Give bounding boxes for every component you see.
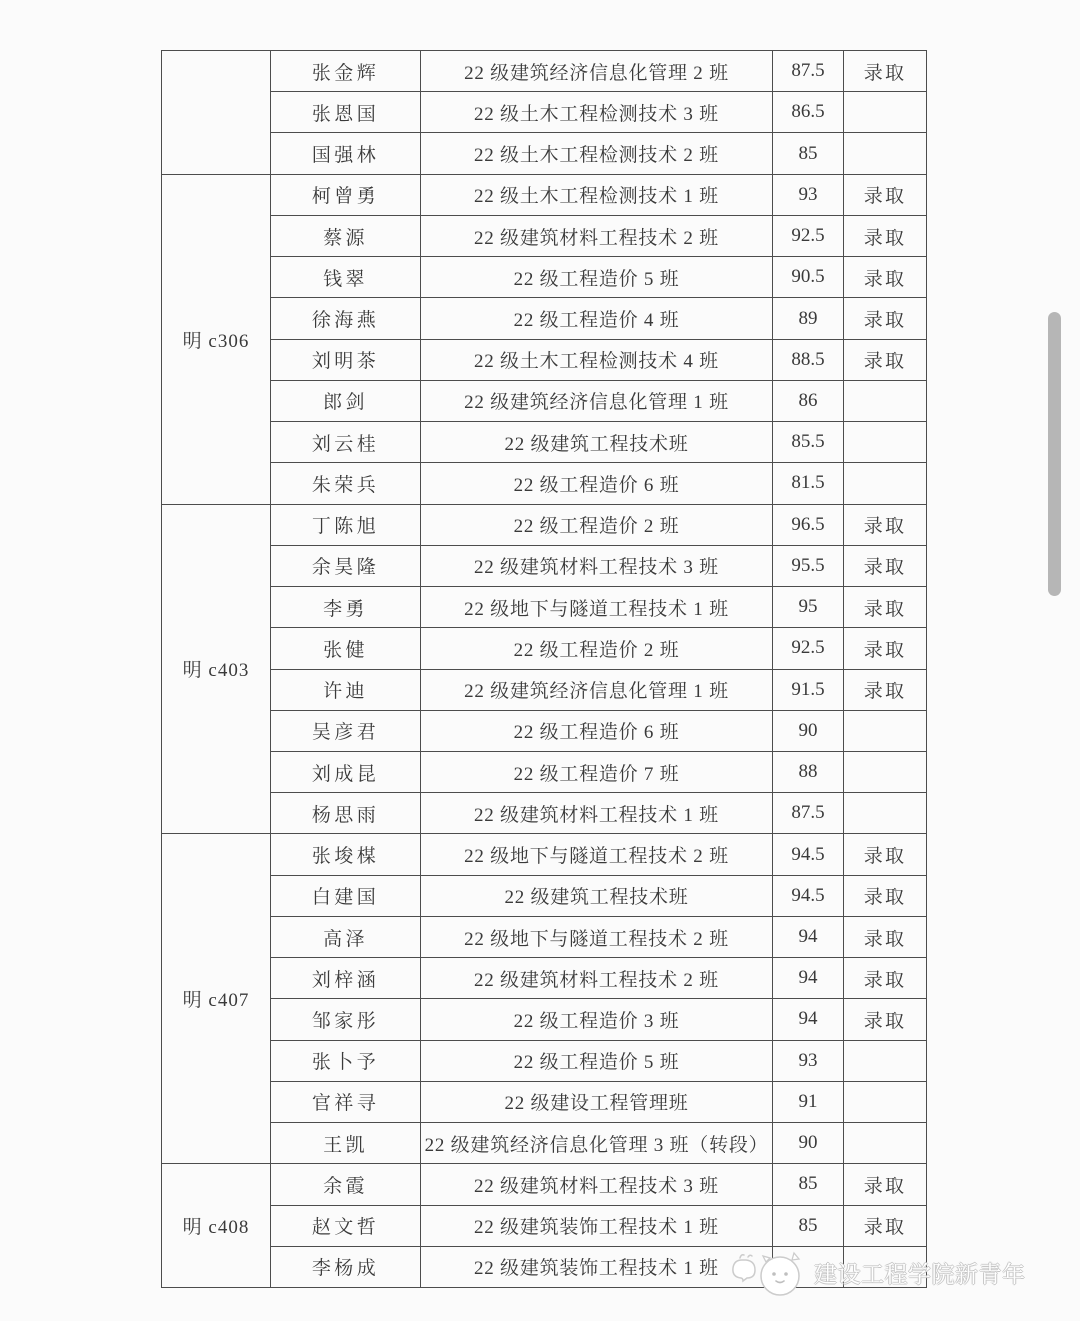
class-cell: 22 级土木工程检测技术 2 班 xyxy=(421,133,773,173)
name-cell: 官祥寻 xyxy=(271,1082,421,1122)
name-cell: 赵文哲 xyxy=(271,1206,421,1246)
name-cell: 许迪 xyxy=(271,670,421,710)
name-cell: 吴彦君 xyxy=(271,711,421,751)
group-rows xyxy=(271,834,926,1163)
score-cell: 94.5 xyxy=(773,876,844,916)
status-cell: 录取 xyxy=(863,598,907,620)
class-cell: 22 级建筑经济信息化管理 1 班 xyxy=(421,381,773,421)
name-cell: 王凯 xyxy=(271,1123,421,1163)
name-cell: 徐海燕 xyxy=(271,298,421,338)
status-cell: 录取 xyxy=(863,557,907,579)
table-row xyxy=(271,875,926,916)
class-cell: 22 级工程造价 2 班 xyxy=(421,628,773,668)
room-cell: 明 c306 xyxy=(162,175,271,504)
table-row xyxy=(271,1040,926,1081)
score-cell: 94.5 xyxy=(773,834,844,874)
name-cell: 余霞 xyxy=(271,1164,421,1204)
group-rows xyxy=(271,505,926,834)
table-row xyxy=(271,462,926,503)
name-cell: 郎剑 xyxy=(271,381,421,421)
name-cell: 高泽 xyxy=(271,917,421,957)
class-cell: 22 级建筑经济信息化管理 3 班（转段） xyxy=(421,1123,773,1163)
table-row xyxy=(271,297,926,338)
table-row xyxy=(271,586,926,627)
class-cell: 22 级建筑材料工程技术 3 班 xyxy=(421,546,773,586)
score-cell: 91.5 xyxy=(773,670,844,710)
table-row xyxy=(271,132,926,173)
table-row xyxy=(271,175,926,215)
status-cell: 录取 xyxy=(863,186,907,208)
class-cell: 22 级建筑材料工程技术 1 班 xyxy=(421,793,773,833)
class-cell: 22 级工程造价 2 班 xyxy=(421,505,773,545)
name-cell: 刘明茶 xyxy=(271,340,421,380)
room-cell xyxy=(162,51,271,174)
table-group xyxy=(162,174,926,504)
class-cell: 22 级地下与隧道工程技术 2 班 xyxy=(421,834,773,874)
class-cell: 22 级工程造价 3 班 xyxy=(421,999,773,1039)
table-group xyxy=(162,504,926,834)
status-cell: 录取 xyxy=(863,928,907,950)
score-cell: 95 xyxy=(773,587,844,627)
score-cell: 92.5 xyxy=(773,216,844,256)
status-cell: 录取 xyxy=(863,1217,907,1239)
status-cell: 录取 xyxy=(863,1010,907,1032)
status-cell xyxy=(844,711,926,751)
table-row xyxy=(271,916,926,957)
class-cell: 22 级建筑工程技术班 xyxy=(421,422,773,462)
table-row xyxy=(271,751,926,792)
table-row xyxy=(271,669,926,710)
status-cell xyxy=(844,793,926,833)
class-cell: 22 级工程造价 5 班 xyxy=(421,1041,773,1081)
score-cell: 91 xyxy=(773,1082,844,1122)
table-row xyxy=(271,627,926,668)
score-cell: 90.5 xyxy=(773,257,844,297)
class-cell: 22 级工程造价 4 班 xyxy=(421,298,773,338)
score-cell: 87.5 xyxy=(773,51,844,91)
table-row xyxy=(271,339,926,380)
table-row xyxy=(271,1164,926,1204)
name-cell: 刘云桂 xyxy=(271,422,421,462)
name-cell: 刘成昆 xyxy=(271,752,421,792)
watermark-text: 建设工程学院新青年 xyxy=(814,1261,1026,1287)
admission-results-table xyxy=(161,50,927,1288)
table-row xyxy=(271,834,926,874)
class-cell: 22 级工程造价 6 班 xyxy=(421,711,773,751)
class-cell: 22 级工程造价 6 班 xyxy=(421,463,773,503)
name-cell: 国强林 xyxy=(271,133,421,173)
score-cell: 93 xyxy=(773,175,844,215)
class-cell: 22 级建筑材料工程技术 3 班 xyxy=(421,1164,773,1204)
name-cell: 邹家彤 xyxy=(271,999,421,1039)
status-cell xyxy=(844,381,926,421)
scrollbar-thumb[interactable] xyxy=(1048,312,1061,596)
score-cell: 94 xyxy=(773,999,844,1039)
class-cell: 22 级建筑经济信息化管理 1 班 xyxy=(421,670,773,710)
name-cell: 李勇 xyxy=(271,587,421,627)
name-cell: 丁陈旭 xyxy=(271,505,421,545)
class-cell: 22 级建筑经济信息化管理 2 班 xyxy=(421,51,773,91)
status-cell: 录取 xyxy=(863,887,907,909)
status-cell xyxy=(844,92,926,132)
name-cell: 钱翠 xyxy=(271,257,421,297)
status-cell: 录取 xyxy=(863,62,907,84)
score-cell: 88.5 xyxy=(773,340,844,380)
table-row xyxy=(271,421,926,462)
table-group xyxy=(162,833,926,1163)
score-cell: 94 xyxy=(773,917,844,957)
score-cell: 87.5 xyxy=(773,793,844,833)
class-cell: 22 级地下与隧道工程技术 1 班 xyxy=(421,587,773,627)
table-group xyxy=(162,51,926,174)
name-cell: 刘梓涵 xyxy=(271,958,421,998)
group-rows xyxy=(271,51,926,174)
table-row xyxy=(271,51,926,91)
class-cell: 22 级建筑材料工程技术 2 班 xyxy=(421,216,773,256)
score-cell: 85 xyxy=(773,133,844,173)
table-row xyxy=(271,957,926,998)
table-row xyxy=(271,256,926,297)
room-cell: 明 c403 xyxy=(162,505,271,834)
watermark xyxy=(728,1250,1026,1298)
scrollbar xyxy=(1057,0,1071,1321)
status-cell: 录取 xyxy=(863,268,907,290)
table-row xyxy=(271,380,926,421)
class-cell: 22 级土木工程检测技术 1 班 xyxy=(421,175,773,215)
name-cell: 白建国 xyxy=(271,876,421,916)
class-cell: 22 级建筑装饰工程技术 1 班 xyxy=(421,1247,773,1287)
status-cell xyxy=(844,1041,926,1081)
name-cell: 余昊隆 xyxy=(271,546,421,586)
table-row xyxy=(271,792,926,833)
room-cell: 明 c408 xyxy=(162,1164,271,1287)
status-cell: 录取 xyxy=(863,227,907,249)
name-cell: 柯曾勇 xyxy=(271,175,421,215)
name-cell: 张卜予 xyxy=(271,1041,421,1081)
name-cell: 蔡源 xyxy=(271,216,421,256)
score-cell: 86 xyxy=(773,381,844,421)
name-cell: 张金辉 xyxy=(271,51,421,91)
class-cell: 22 级建设工程管理班 xyxy=(421,1082,773,1122)
score-cell: 92.5 xyxy=(773,628,844,668)
class-cell: 22 级土木工程检测技术 4 班 xyxy=(421,340,773,380)
class-cell: 22 级建筑工程技术班 xyxy=(421,876,773,916)
status-cell xyxy=(844,1123,926,1163)
table-row xyxy=(271,91,926,132)
score-cell: 96.5 xyxy=(773,505,844,545)
class-cell: 22 级地下与隧道工程技术 2 班 xyxy=(421,917,773,957)
status-cell: 录取 xyxy=(863,846,907,868)
status-cell xyxy=(844,422,926,462)
class-cell: 22 级建筑装饰工程技术 1 班 xyxy=(421,1206,773,1246)
table-row xyxy=(271,215,926,256)
score-cell: 94 xyxy=(773,958,844,998)
status-cell: 录取 xyxy=(863,1175,907,1197)
name-cell: 李杨成 xyxy=(271,1247,421,1287)
name-cell: 朱荣兵 xyxy=(271,463,421,503)
status-cell: 录取 xyxy=(863,351,907,373)
group-rows xyxy=(271,175,926,504)
table-row xyxy=(271,505,926,545)
status-cell: 录取 xyxy=(863,639,907,661)
status-cell xyxy=(844,133,926,173)
name-cell: 张埈楳 xyxy=(271,834,421,874)
room-cell: 明 c407 xyxy=(162,834,271,1163)
table-row xyxy=(271,1081,926,1122)
table-row xyxy=(271,1122,926,1163)
status-cell xyxy=(844,1082,926,1122)
score-cell: 81.5 xyxy=(773,463,844,503)
score-cell: 95.5 xyxy=(773,546,844,586)
score-cell: 93 xyxy=(773,1041,844,1081)
status-cell: 录取 xyxy=(863,969,907,991)
score-cell: 85 xyxy=(773,1164,844,1204)
score-cell: 90 xyxy=(773,1123,844,1163)
score-cell: 89 xyxy=(773,298,844,338)
class-cell: 22 级工程造价 5 班 xyxy=(421,257,773,297)
status-cell xyxy=(844,463,926,503)
score-cell: 88 xyxy=(773,752,844,792)
score-cell: 85 xyxy=(773,1206,844,1246)
table-row xyxy=(271,545,926,586)
mascot-icon xyxy=(728,1250,814,1298)
class-cell: 22 级建筑材料工程技术 2 班 xyxy=(421,958,773,998)
table-row xyxy=(271,998,926,1039)
score-cell: 85.5 xyxy=(773,422,844,462)
class-cell: 22 级工程造价 7 班 xyxy=(421,752,773,792)
status-cell: 录取 xyxy=(863,681,907,703)
table-row xyxy=(271,710,926,751)
score-cell: 86.5 xyxy=(773,92,844,132)
status-cell: 录取 xyxy=(863,516,907,538)
score-cell: 90 xyxy=(773,711,844,751)
status-cell xyxy=(844,752,926,792)
name-cell: 杨思雨 xyxy=(271,793,421,833)
name-cell: 张健 xyxy=(271,628,421,668)
table-row xyxy=(271,1205,926,1246)
name-cell: 张恩国 xyxy=(271,92,421,132)
class-cell: 22 级土木工程检测技术 3 班 xyxy=(421,92,773,132)
status-cell: 录取 xyxy=(863,310,907,332)
